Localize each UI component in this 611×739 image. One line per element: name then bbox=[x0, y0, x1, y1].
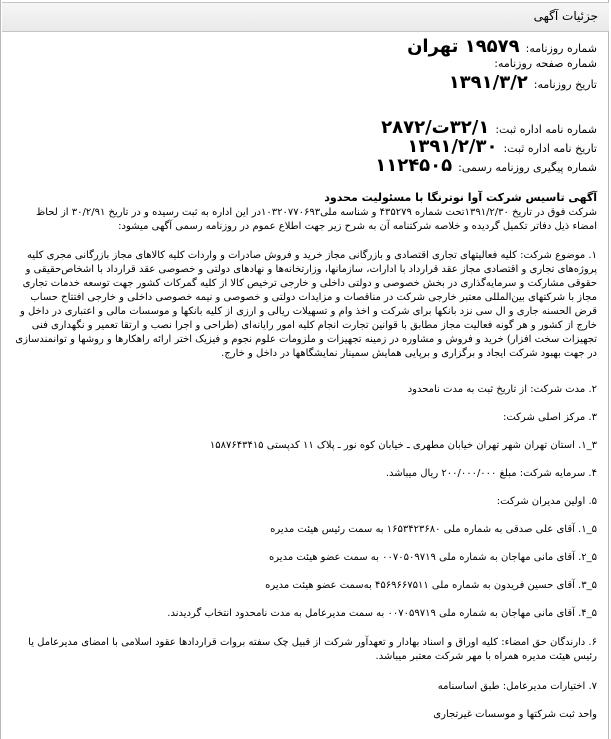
registration-letter-label: شماره نامه اداره ثبت: bbox=[495, 123, 597, 136]
newspaper-number-row bbox=[13, 36, 597, 57]
ad-footer-unit: واحد ثبت شرکتها و موسسات غیرتجاری bbox=[433, 709, 597, 720]
registration-letter-row bbox=[13, 118, 597, 138]
tracking-number-row bbox=[13, 156, 597, 176]
ad-item-duration: ۲. مدت شرکت: از تاریخ ثبت به مدت نامحدود bbox=[407, 384, 597, 395]
ad-item-address: ۳_۱. استان تهران شهر تهران خیابان مطهری ـ خیابان کوه نور ـ پلاک ۱۱ کدپستی ۱۵۸۷۶۴۳۴۱۵ bbox=[209, 440, 597, 451]
ad-content bbox=[13, 36, 597, 720]
registration-date-label: تاریخ نامه اداره ثبت: bbox=[503, 142, 597, 155]
page-number-label: شماره صفحه روزنامه: bbox=[494, 57, 597, 70]
newspaper-number-value: ۱۹۵۷۹ تهران bbox=[407, 36, 520, 57]
ad-item-director-2: ۵_۲. آقای مانی مهاجان به شماره ملی ۰۰۷۰۵۰۹۷۱۹ به سمت عضو هیئت مدیره bbox=[269, 552, 597, 563]
ad-item-signatories: ۶. دارندگان حق امضاء: کلیه اوراق و اسناد بهادار و تعهدآور شرکت از قبیل چک سفته بروات قراردادها عقود اسلامی با امضای مدیرعامل یا رئیس هیئت مدیره همراه با مهر شرکت معتبر میباشد. bbox=[28, 637, 597, 662]
panel-title: جزئیات آگهی bbox=[533, 9, 598, 23]
ad-item-director-4: ۵_۴. آقای مانی مهاجان به شماره ملی ۰۰۷۰۵۹۷۱۹ به سمت مدیرعامل به مدت نامحدود انتخاب گردیدند. bbox=[167, 608, 597, 619]
newspaper-number-label: شماره روزنامه: bbox=[525, 42, 597, 55]
registration-date-value: ۱۳۹۱/۲/۳۰ bbox=[407, 136, 498, 157]
tracking-number-label: شماره پیگیری روزنامه رسمی: bbox=[458, 161, 597, 174]
ad-item-director-3: ۵_۳. آقای حسین فریدون به شماره ملی ۴۵۶۹۶۶۷۵۱۱ به‌سمت عضو هیئت مدیره bbox=[265, 580, 597, 591]
ad-item-directors: ۵. اولین مدیران شرکت: bbox=[496, 496, 597, 507]
registration-letter-value: ۳۲/۱ت/۲۸۷۲ bbox=[381, 117, 490, 138]
newspaper-date-row bbox=[13, 71, 597, 95]
newspaper-date-value: ۱۳۹۱/۳/۲ bbox=[448, 72, 528, 93]
ad-item-capital: ۴. سرمایه شرکت: مبلغ ۲۰۰/۰۰۰/۰۰۰ ریال میباشد. bbox=[385, 468, 597, 479]
ad-intro: شرکت فوق در تاریخ ۱۳۹۱/۲/۳۰تحت شماره ۴۳۵۲۷۹ و شناسه ملی۱۰۳۲۰۷۷۰۶۹۳در این اداره به ثبت رسیده و در تاریخ ۳۰/۲/۹۱ از لحاظ امضاء ذیل دفاتر تکمیل گردیده و خلاصه شرکتنامه آن به شرح زیر جهت اطلاع عموم در روزنامه رسمی آگهی میشود: bbox=[35, 207, 597, 232]
registration-date-row bbox=[13, 138, 597, 156]
ad-item-ceo-authority: ۷. اختیارات مدیرعامل: طبق اساسنامه bbox=[437, 681, 597, 692]
ad-title: آگهی تاسیس شرکت آوا نوترنگا با مسئولیت محدود bbox=[324, 191, 597, 204]
ad-item-director-1: ۵_۱. آقای علی صدقی به شماره ملی ۱۶۵۳۴۲۳۶۸۰ به سمت رئیس هیئت مدیره bbox=[270, 524, 597, 535]
ad-item-subject: ۱. موضوع شرکت: کلیه فعالیتهای تجاری اقتصادی و بازرگانی مجاز خرید و فروش صادرات و واردات کلیه کالاهای مجاز بازرگانی مجری کلیه پروژه‌های تجاری و اقتصادی مجاز عقد قرارداد با ادارات، سازمانها، وزارتخانه‌ها و نهادهای دولتی و خصوصی عقد قرارداد با اشخاص‌حقیقی و حقوقی مشارکت و سرمایه‌گذاری در بخش خصوصی و دولتی داخلی و خارجی ترخیص کالا از کلیه گمرکات کشور جهت توسعه خدمات تجاری مجاز با شرکتهای بین‌المللی معتبر خارجی شرکت در مناقصات و مزایدات دولتی و خصوصی و نیمه خصوصی داخلی و خارجی افتتاح حساب قرض الحسنه جاری و ال سی نزد بانکها برای شرکت و اخذ وام و تسهیلات ریالی و ارزی از کلیه بانکها و موسسات مالی و اعتباری در داخل و خارج از کشور و هر گونه فعالیت مجاز مطابق با قوانین تجارت انجام کلیه امور رایانه‌ای (طراحی و اجرا نصب و ارتقا تعمیر و نگهداری فنی تجهیزات سخت افزار) خرید و فروش و مشاوره در زمینه تجهیزات و ملزومات علوم نجوم و فیزیک اختر ارائه راهکارها و روشها و توانمندسازی در جهت بهبود شرکت ایجاد و برگزاری و برپایی همایش سمینار نمایشگاهها در داخل و خارج. bbox=[15, 250, 597, 359]
ad-item-headquarters: ۳. مرکز اصلی شرکت: bbox=[502, 412, 597, 423]
page-number-row bbox=[13, 57, 597, 71]
panel-header bbox=[2, 2, 609, 32]
newspaper-date-label: تاریخ روزنامه: bbox=[533, 78, 597, 91]
tracking-number-value: ۱۱۲۴۵۰۵ bbox=[375, 155, 453, 176]
